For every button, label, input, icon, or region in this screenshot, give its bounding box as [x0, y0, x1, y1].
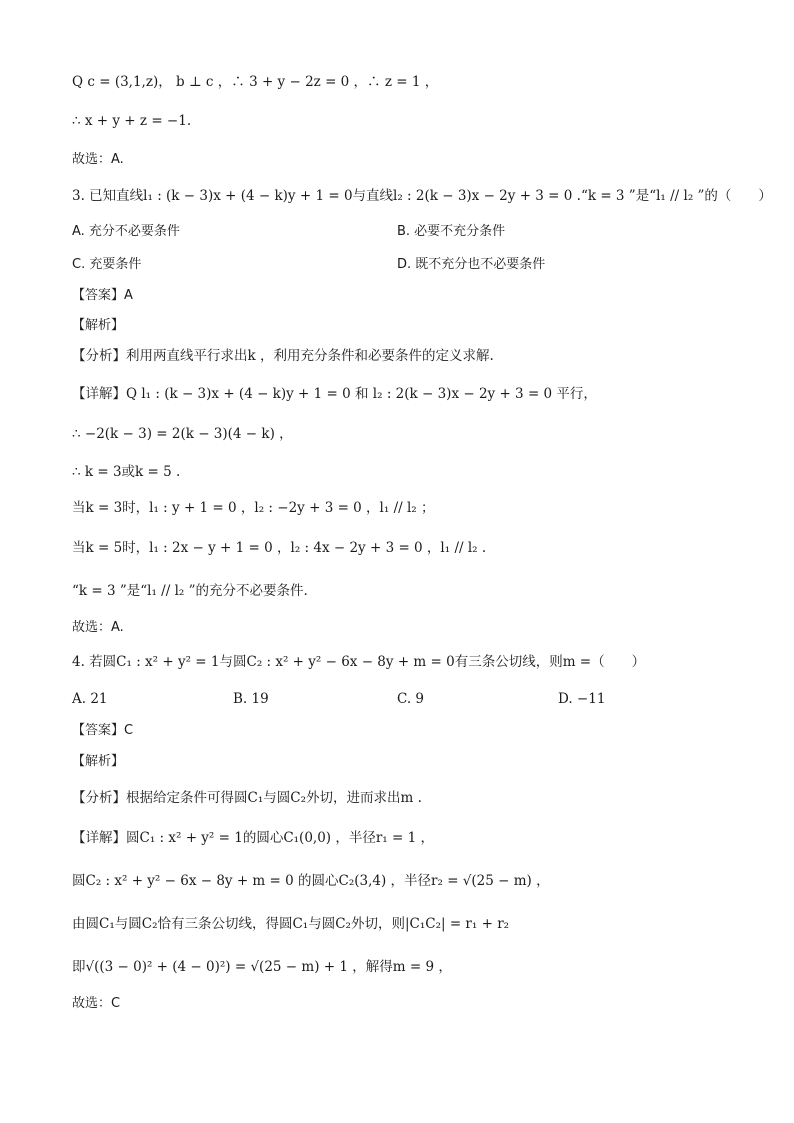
question-3-stem: 3. 已知直线l₁ : (k − 3)x + (4 − k)y + 1 = 0与直线l₂ : 2(k − 3)x − 2y + 3 = 0 .“k = 3 ”是“l₁ // l₂ ”的（ ） — [72, 188, 772, 204]
question-3-analysis-heading: 【解析】 — [72, 318, 125, 333]
question-4-option-b: B. 19 — [233, 691, 269, 707]
question-4-option-c: C. 9 — [397, 691, 425, 707]
question-4-detail-line-1: 【详解】圆C₁ : x² + y² = 1的圆心C₁(0,0) ，半径r₁ = 1 ， — [72, 830, 434, 846]
text-line-vector-condition: Q c = (3,1,z)， b ⊥ c ，∴ 3 + y − 2z = 0 ，∴ z = 1 ， — [72, 74, 439, 90]
question-3-detail-line-5: 当k = 5时，l₁ : 2x − y + 1 = 0 ，l₂ : 4x − 2y + 3 = 0 ，l₁ // l₂ . — [72, 540, 487, 556]
question-3-option-b: B. 必要不充分条件 — [397, 224, 506, 239]
question-3-detail-line-3: ∴ k = 3或k = 5 . — [72, 464, 181, 480]
question-4-stem: 4. 若圆C₁ : x² + y² = 1与圆C₂ : x² + y² − 6x − 8y + m = 0有三条公切线，则m =（ ） — [72, 654, 646, 670]
question-4-analysis-heading: 【解析】 — [72, 754, 125, 769]
answer-choice-line: 故选：A. — [72, 152, 124, 167]
text-line-sum-result: ∴ x + y + z = −1. — [72, 113, 192, 129]
question-4-detail-line-2: 圆C₂ : x² + y² − 6x − 8y + m = 0 的圆心C₂(3,4) ，半径r₂ = √(25 − m) ， — [72, 873, 550, 889]
question-3-option-a: A. 充分不必要条件 — [72, 224, 180, 239]
question-3-detail-line-2: ∴ −2(k − 3) = 2(k − 3)(4 − k) ， — [72, 426, 293, 442]
question-3-detail-line-1: 【详解】Q l₁ : (k − 3)x + (4 − k)y + 1 = 0 和 l₂ : 2(k − 3)x − 2y + 3 = 0 平行， — [72, 386, 597, 402]
question-4-answer: 【答案】C — [72, 723, 134, 738]
question-3-choice: 故选：A. — [72, 620, 124, 635]
question-3-answer: 【答案】A — [72, 288, 133, 303]
question-4-option-d: D. −11 — [558, 691, 606, 707]
question-4-option-a: A. 21 — [72, 691, 108, 707]
question-4-detail-line-4: 即√((3 − 0)² + (4 − 0)²) = √(25 − m) + 1 ，解得m = 9 ， — [72, 959, 452, 975]
question-3-analysis: 【分析】利用两直线平行求出k ，利用充分条件和必要条件的定义求解. — [72, 348, 494, 364]
question-4-choice: 故选：C — [72, 996, 121, 1011]
question-3-option-d: D. 既不充分也不必要条件 — [397, 257, 546, 272]
question-3-option-c: C. 充要条件 — [72, 257, 142, 272]
question-4-detail-line-3: 由圆C₁与圆C₂恰有三条公切线，得圆C₁与圆C₂外切，则|C₁C₂| = r₁ + r₂ — [72, 916, 510, 932]
question-4-analysis: 【分析】根据给定条件可得圆C₁与圆C₂外切，进而求出m . — [72, 790, 422, 806]
question-3-detail-line-4: 当k = 3时，l₁ : y + 1 = 0 ，l₂ : −2y + 3 = 0 ，l₁ // l₂ ； — [72, 500, 435, 516]
question-3-conclusion: “k = 3 ”是“l₁ // l₂ ”的充分不必要条件. — [72, 583, 308, 599]
